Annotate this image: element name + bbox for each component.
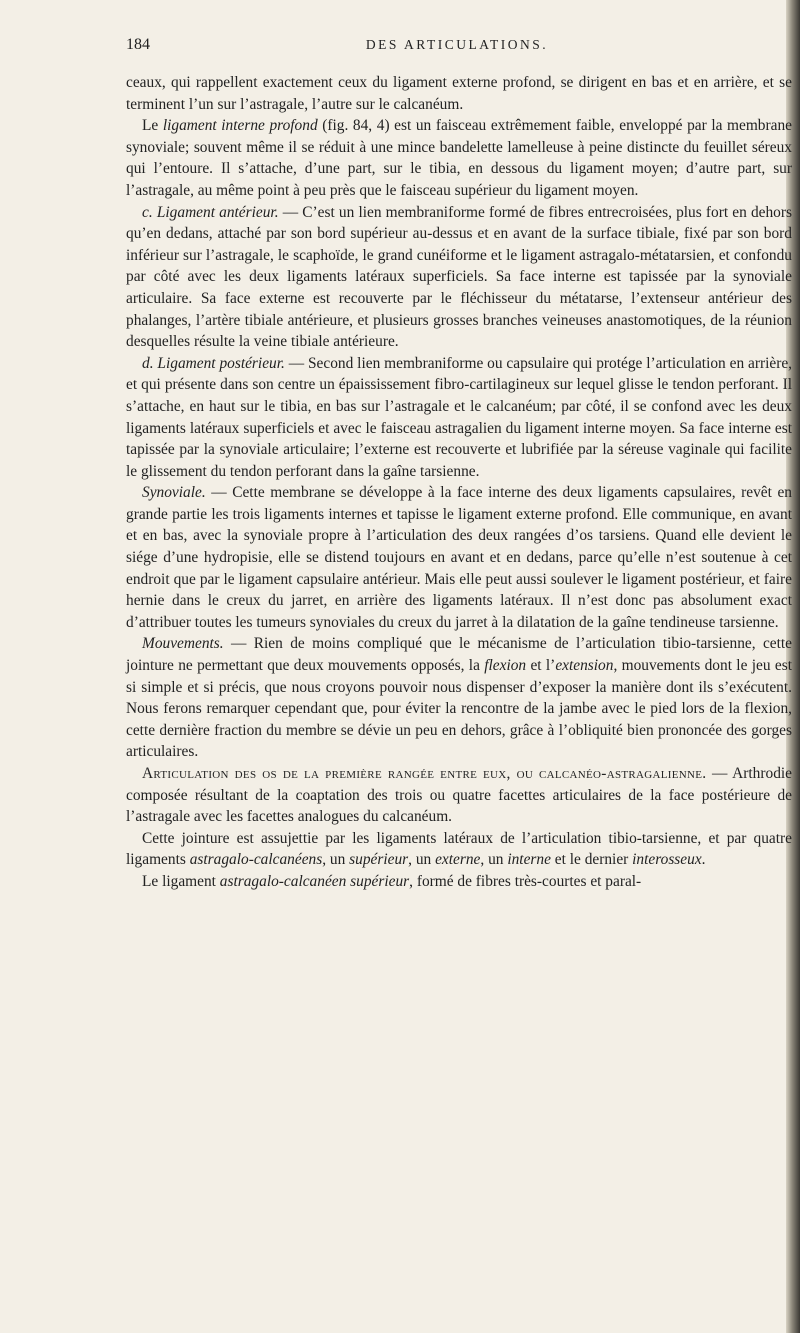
italic-text: supérieur — [349, 851, 409, 869]
text-run: Le ligament — [142, 872, 220, 890]
paragraph-p2 — [126, 115, 792, 201]
italic-text: interosseux — [632, 851, 702, 869]
italic-text: astragalo-calcanéens — [189, 851, 323, 869]
italic-text: c. — [142, 203, 157, 221]
italic-text: Mouvements. — [142, 635, 224, 653]
text-run: — Rien de moins compliqué que le mécanisme de l’articulation tibio-tarsienne, cette jointure ne permettant que deux mouvements opposés, la — [126, 635, 792, 675]
text-run: Le — [142, 117, 163, 135]
text-run: , formé de fibres très-courtes et paral- — [409, 872, 642, 890]
paragraph-p5 — [126, 482, 792, 633]
italic-text: Synoviale. — [142, 484, 206, 502]
text-run: . — [701, 851, 706, 869]
page-header — [126, 36, 788, 64]
paragraph-p9 — [126, 871, 792, 893]
page-number: 184 — [126, 36, 150, 53]
text-run: et le dernier — [550, 851, 633, 869]
paragraph-p4 — [126, 353, 792, 483]
paragraph-p3 — [126, 202, 792, 353]
italic-text: interne — [507, 851, 551, 869]
paragraph-p7 — [126, 763, 792, 828]
text-run: , un — [322, 851, 350, 869]
paragraph-p1 — [126, 72, 792, 115]
text-run: — C’est un lien membraniforme formé de fibres entrecroisées, plus fort en dehors qu’en dedans, attaché par son bord supérieur au-dessus et en avant de la surface tibiale, fixé par son bord inférieur sur l’astragale, le scaphoïde, le grand cunéiforme et le ligament astragalo-métatarsien, et confondu par côté avec les deux ligaments latéraux superficiels. Sa face interne est tapissée par la synoviale articulaire. Sa face externe est recouverte par le fléchisseur du métatarse, l’extenseur antérieur des phalanges, l’artère tibiale antérieure, et plusieurs grosses branches veineuses anastomotiques, de la réunion desquelles résulte la veine tibiale antérieure. — [126, 203, 792, 351]
body-text — [126, 72, 792, 893]
italic-text: Ligament antérieur. — [156, 203, 279, 221]
italic-text: Ligament postérieur. — [157, 354, 285, 372]
text-run: Cette jointure est assujettie par les ligaments latéraux de l’articulation tibio-tarsienne, et par quatre ligaments — [126, 829, 792, 869]
text-run: (fig. 84, 4) est un faisceau extrêmement faible, enveloppé par la membrane synoviale; souvent même il se réduit à une mince bandelette lamelleuse à peine distincte du feuillet séreux qui l’entoure. Il s’attache, d’une part, sur le tibia, en dessous du ligament moyen; d’autre part, sur l’astragale, au même point à peu près que le faisceau supérieur du ligament moyen. — [126, 117, 792, 199]
paragraph-p8 — [126, 828, 792, 871]
italic-text: astragalo-calcanéen supérieur — [219, 872, 410, 890]
text-run: et l’ — [526, 657, 556, 675]
text-run: ceaux, qui rappellent exactement ceux du ligament externe profond, se dirigent en bas et en arrière, et se terminent l’un sur l’astragale, l’autre sur le calcanéum. — [126, 74, 792, 113]
italic-text: extension — [555, 657, 614, 675]
italic-text: ligament interne profond — [162, 117, 318, 135]
italic-text: externe — [435, 851, 481, 869]
text-run: , mouvements dont le jeu est si simple et si précis, que nous croyons pouvoir nous dispenser d’exposer la manière dont ils s’exécutent. Nous ferons remarquer cependant que, pour éviter la rencontre de la jambe avec le pied lors de la flexion, cette dernière fraction du membre se dévie un peu en dehors, grâce à l’obliquité bien prononcée des gorges articulaires. — [126, 657, 792, 761]
small-caps-heading: Articulation des os de la première rangée entre eux, ou calcanéo-astragalienne. — [142, 765, 707, 782]
text-run: , un — [408, 851, 436, 869]
text-run: — Arthrodie composée résultant de la coaptation des trois ou quatre facettes articulaires de la face postérieure de l’astragale avec les facettes analogues du calcanéum. — [126, 765, 792, 826]
text-run: — Cette membrane se développe à la face interne des deux ligaments capsulaires, revêt en grande partie les trois ligaments internes et tapisse le ligament externe profond. Elle communique, en avant et en bas, avec la synoviale propre à l’articulation des deux rangées d’os tarsiens. Quand elle devient le siége d’une hydropisie, elle se distend toujours en avant et en dedans, parce qu’elle n’est soutenue à cet endroit que par le ligament capsulaire antérieur. Mais elle peut aussi soulever le ligament postérieur, et faire hernie dans le creux du jarret, en arrière des ligaments latéraux. Il n’est donc pas absolument exact d’attribuer toutes les tumeurs synoviales du creux du jarret à la dilatation de la gaîne tendineuse tarsienne. — [126, 484, 792, 631]
italic-text: d. — [142, 354, 158, 372]
text-run: — Second lien membraniforme ou capsulaire qui protége l’articulation en arrière, et qui présente dans son centre un épaississement fibro-cartilagineux sur lequel glisse le tendon perforant. Il s’attache, en haut sur le tibia, en bas sur l’astragale et le calcanéum; par côté, il se confond avec les deux ligaments latéraux superficiels et avec le faisceau astragalien du ligament interne moyen. Sa face interne est tapissée par la synoviale articulaire; l’externe est recouverte et lubrifiée par la séreuse vaginale qui facilite le glissement du tendon perforant dans la gaîne tarsienne. — [126, 354, 793, 480]
italic-text: flexion — [484, 657, 527, 675]
running-title: DES ARTICULATIONS. — [365, 37, 549, 52]
paragraph-p6 — [126, 633, 792, 763]
text-run: , un — [480, 851, 508, 869]
